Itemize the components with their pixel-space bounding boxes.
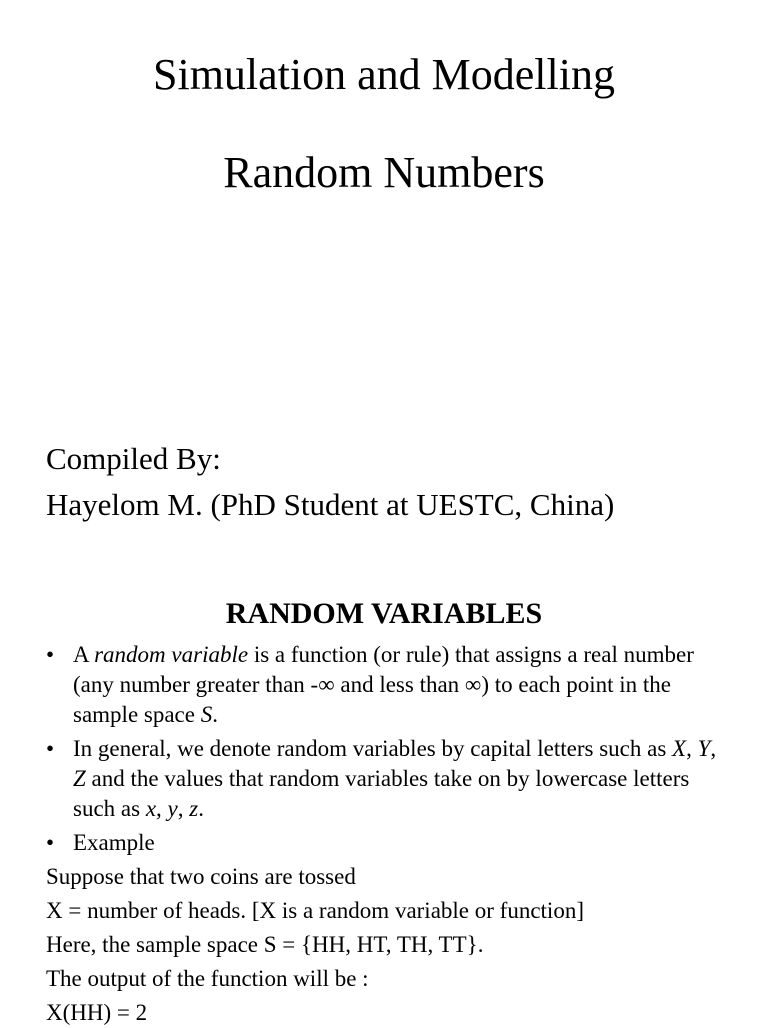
bullet-icon: • <box>46 830 55 855</box>
emphasis-term: X <box>672 736 687 761</box>
text-run: , <box>177 796 190 821</box>
bullet-text: Example <box>73 830 155 855</box>
bullet-icon: • <box>46 736 55 761</box>
slide-subtitle: Random Numbers <box>223 148 545 197</box>
text-run: . <box>198 796 204 821</box>
bullet-text <box>73 734 723 824</box>
text-run: is a function (or rule) that assigns a real number (any number greater than -∞ and less than ∞) to each point in the sample space <box>73 642 694 727</box>
example-line: Here, the sample space S = {HH, HT, TH, TT}. <box>46 932 484 957</box>
emphasis-term: z <box>189 796 199 821</box>
example-line: X(HH) = 2 <box>46 1000 148 1025</box>
example-line: X = number of heads. [X is a random variable or function] <box>46 898 584 923</box>
text-run: , <box>686 736 698 761</box>
emphasis-term: random variable <box>94 642 249 667</box>
emphasis-term: x <box>145 796 157 821</box>
compiled-by-label: Compiled By: <box>46 441 221 476</box>
bullet-icon: • <box>46 642 55 667</box>
slide-heading: RANDOM VARIABLES <box>225 597 543 630</box>
text-run: and the values that random variables take on by lowercase letters such as <box>73 766 690 821</box>
example-line: Suppose that two coins are tossed <box>46 864 356 889</box>
emphasis-term: S <box>200 702 213 727</box>
text-run: . <box>212 702 218 727</box>
bullet-text <box>73 640 723 730</box>
text-run: In general, we denote random variables by capital letters such as <box>73 736 673 761</box>
example-line: The output of the function will be : <box>46 966 369 991</box>
text-run: , <box>710 736 717 761</box>
text-run: , <box>156 796 168 821</box>
text-run: A <box>73 642 95 667</box>
random-variables-slide <box>0 560 768 1024</box>
emphasis-term: y <box>167 796 178 821</box>
emphasis-term: Z <box>73 766 86 791</box>
emphasis-term: Y <box>697 736 711 761</box>
slide-title: Simulation and Modelling <box>153 50 615 99</box>
author-name: Hayelom M. (PhD Student at UESTC, China) <box>46 487 615 522</box>
